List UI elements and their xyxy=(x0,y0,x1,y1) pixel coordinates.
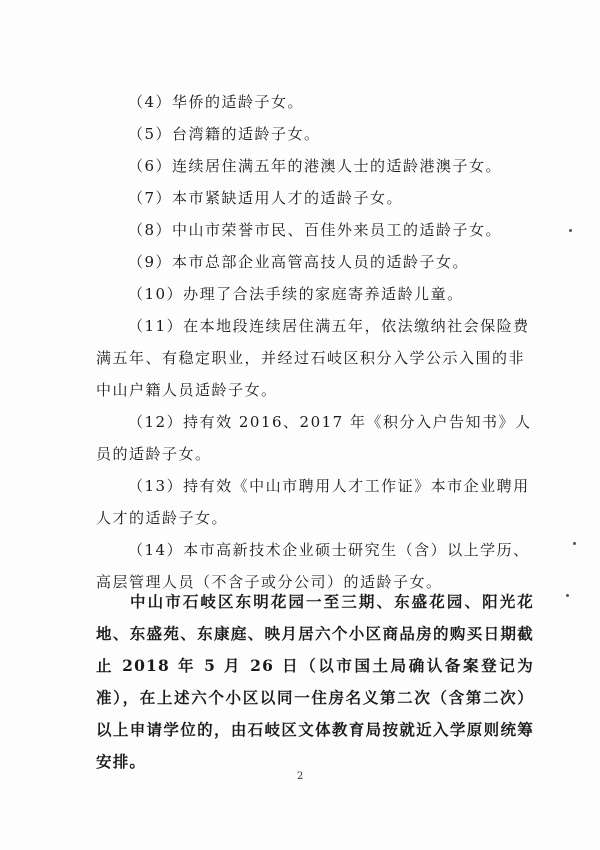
list-item: （10）办理了合法手续的家庭寄养适龄儿童。 xyxy=(128,285,464,303)
page-number: 2 xyxy=(296,771,304,782)
list-item: （13）持有效《中山市聘用人才工作证》本市企业聘用人才的适龄子女。 xyxy=(96,477,530,527)
list-item: （9）本市总部企业高管高技人员的适龄子女。 xyxy=(128,253,470,271)
list-item: （6）连续居住满五年的港澳人士的适龄港澳子女。 xyxy=(128,157,503,175)
list-item: （8）中山市荣誉市民、百佳外来员工的适龄子女。 xyxy=(128,221,503,239)
policy-note-paragraph: 中山市石岐区东明花园一至三期、东盛花园、阳光花地、东盛苑、东康庭、映月居六个小区商品房的购买日期截止 2018 年 5 月 26 日（以市国土局确认备案登记为准），在上述六个小区以同一住房名义第二次（含第二次）以上申请学位的，由石岐区文体教育局按就近入学原则统筹安排。 xyxy=(96,592,534,771)
list-item: （4）华侨的适龄子女。 xyxy=(128,93,305,111)
eligibility-list xyxy=(96,86,536,598)
list-item: （11）在本地段连续居住满五年，依法缴纳社会保险费满五年、有稳定职业，并经过石岐区积分入学公示入围的非中山户籍人员适龄子女。 xyxy=(96,317,530,399)
list-item: （5）台湾籍的适龄子女。 xyxy=(128,125,321,143)
list-item: （12）持有效 2016、2017 年《积分入户告知书》人员的适龄子女。 xyxy=(96,413,532,463)
scan-speck xyxy=(566,594,569,597)
list-item: （7）本市紧缺适用人才的适龄子女。 xyxy=(128,189,404,207)
scan-speck xyxy=(573,542,576,545)
scan-speck xyxy=(569,229,572,232)
list-item: （14）本市高新技术企业硕士研究生（含）以上学历、高层管理人员（不含子或分公司）的适龄子女。 xyxy=(96,541,530,591)
